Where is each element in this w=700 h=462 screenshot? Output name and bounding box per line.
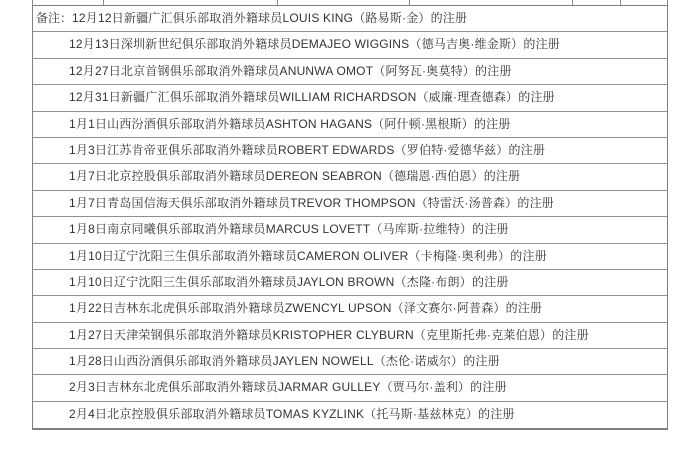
table-row xyxy=(33,191,667,217)
remarks-table xyxy=(32,0,668,430)
column-divider-tick xyxy=(572,0,573,5)
column-divider-tick xyxy=(409,0,410,5)
row-text: 2月3日吉林东北虎俱乐部取消外籍球员JARMAR GULLEY（贾马尔·盖利）的注册 xyxy=(69,380,507,395)
table-row xyxy=(33,244,667,270)
column-divider-tick xyxy=(667,0,668,5)
row-text: 1月3日江苏肯帝亚俱乐部取消外籍球员ROBERT EDWARDS（罗伯特·爱德华兹）的注册 xyxy=(69,142,546,157)
row-text: 1月22日吉林东北虎俱乐部取消外籍球员ZWENCYL UPSON（泽文赛尔·阿普森）的注册 xyxy=(69,301,543,316)
table-row xyxy=(33,32,667,58)
row-text: 1月10日辽宁沈阳三生俱乐部取消外籍球员CAMERON OLIVER（卡梅隆·奥利弗）的注册 xyxy=(69,248,547,263)
table-row xyxy=(33,323,667,349)
table-row xyxy=(33,402,667,428)
table-row xyxy=(33,164,667,190)
remark-row xyxy=(33,6,667,32)
row-text: 12月31日新疆广汇俱乐部取消外籍球员WILLIAM RICHARDSON（威廉·理查德森）的注册 xyxy=(69,90,555,105)
row-text: 12月27日北京首钢俱乐部取消外籍球员ANUNWA OMOT（阿努瓦·奥莫特）的注册 xyxy=(69,63,512,78)
table-row xyxy=(33,270,667,296)
row-text: 1月10日辽宁沈阳三生俱乐部取消外籍球员JAYLON BROWN（杰隆·布朗）的注册 xyxy=(69,274,509,289)
table-row xyxy=(33,349,667,375)
column-divider-tick xyxy=(103,0,104,5)
table-row xyxy=(33,59,667,85)
row-text: 2月4日北京控股俱乐部取消外籍球员TOMAS KYZLINK（托马斯·基兹林克）的注册 xyxy=(69,406,515,421)
row-text: 1月7日北京控股俱乐部取消外籍球员DEREON SEABRON（德瑞恩·西伯恩）的注册 xyxy=(69,169,521,184)
table-row xyxy=(33,138,667,164)
row-text: 1月8日南京同曦俱乐部取消外籍球员MARCUS LOVETT（马库斯·拉维特）的注册 xyxy=(69,222,509,237)
previous-row-remnant xyxy=(32,0,668,5)
row-text: 12月13日深圳新世纪俱乐部取消外籍球员DEMAJEO WIGGINS（德马吉奥·维金斯）的注册 xyxy=(69,37,560,52)
row-text: 1月1日山西汾酒俱乐部取消外籍球员ASHTON HAGANS（阿什顿·黑根斯）的注册 xyxy=(69,116,511,131)
table-row xyxy=(33,112,667,138)
remark-label: 备注： xyxy=(36,11,73,25)
remarks-rows xyxy=(32,5,668,430)
table-row xyxy=(33,296,667,322)
row-text: 1月7日青岛国信海天俱乐部取消外籍球员TREVOR THOMPSON（特雷沃·汤普森）的注册 xyxy=(69,195,555,210)
column-divider-tick xyxy=(32,0,33,5)
column-divider-tick xyxy=(277,0,278,5)
column-divider-tick xyxy=(620,0,621,5)
table-row xyxy=(33,217,667,243)
table-row xyxy=(33,375,667,401)
row-text: 12月12日新疆广汇俱乐部取消外籍球员LOUIS KING（路易斯·金）的注册 xyxy=(72,11,468,25)
table-row xyxy=(33,85,667,111)
row-text: 1月28日山西汾酒俱乐部取消外籍球员JAYLEN NOWELL（杰伦·诺威尔）的注册 xyxy=(69,354,500,369)
row-text: 1月27日天津荣钢俱乐部取消外籍球员KRISTOPHER CLYBURN（克里斯托弗·克莱伯恩）的注册 xyxy=(69,327,589,342)
